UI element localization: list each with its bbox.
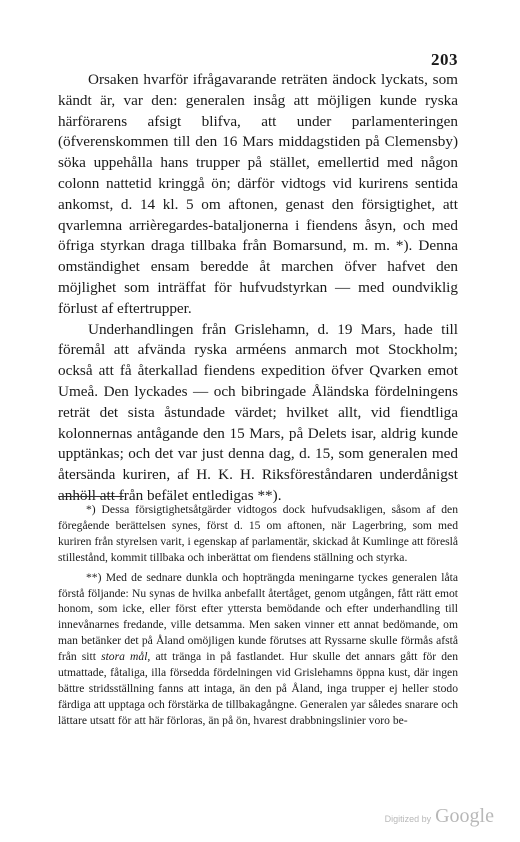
body-text <box>58 70 458 507</box>
footnote-text-part: att tränga in på fastlandet. Hur skulle det annars gått för den utmattade, fåtaliga, illa försedda fördelningen vid Grislehamns öppna kust, där ingen bättre stridsställning fanns att intaga, än den på Åland, inga trupper ej heller stodo färdiga att upptaga och förstärka de tillbakagångne. Generalen yar således snarare och lättare utsatt för att här förloras, än på ön, hvarest drabbningslinier voro be- <box>58 650 458 727</box>
digitized-by-label: Digitized by <box>384 814 432 824</box>
page-number: 203 <box>431 50 458 69</box>
footnote-emphasis: stora mål, <box>101 650 151 664</box>
google-logo: Google <box>435 805 494 827</box>
footnotes <box>58 502 458 733</box>
paragraph: Underhandlingen från Grislehamn, d. 19 Mars, hade till föremål att afvända ryska arméens anmarch mot Stockholm; också att få återkallad fiendens expedition öfver Qvarken emot Umeå. Den lyckades — och bibringade Åländska fördelningens reträt det sista åstundade värdet; hvilket allt, vid fiendtliga kolonnernas antågande den 15 Mars, på Delets isar, aldrig kunde upptänkas; och det var just denna dag, d. 15, som generalen med återsända kuriren, af H. K. H. Riksföreståndaren underdånigst anhöll att från befälet entledigas **). <box>58 320 458 504</box>
footnote-double-asterisk <box>58 570 458 729</box>
paragraph: Orsaken hvarför ifrågavarande reträten ändock lyckats, som kändt är, var den: generalen insåg att möjligen kunde ryska härförarens afsigt blifva, att under parlamenteringen (öfverenskommen till den 16 Mars middagstiden på Clemensby) söka uppehålla hans trupper på stället, emellertid med någon colonn nattetid kringgå ön; därför vidtogs vid kurirens sentida ankomst, d. 14 kl. 5 om aftonen, genast den försigtighet, att qvarlemna arrièregardes-bataljonerna i fiendens åsyn, och med öfriga styrkan draga tillbaka från Bomarsund, m. m. *). Denna omständighet ensam beredde åt marchen öfver hafvet den möjlighet som inträffat för hufvudstyrkan — med oundviklig förlust af eftertrupper. <box>58 71 458 317</box>
footnote-text-part: **) Med de sednare dunkla och hopträngda meningarne tyckes generalen låta förstå följande: Nu synas de hvilka anbefallt återtåget, genom utgången, fått rätt emot honom, som icke, eller först efter yttersta bemödande och efter underhandling till innevånarnes fredande, ville detsamma. Men saken vinner ett annat bedömande, om man betänker det på Åland omöjligen kunde förutses att Ryssarne skulle förmås afstå från sitt <box>58 570 458 664</box>
footnote-divider <box>58 496 124 497</box>
footnote-single-asterisk: *) Dessa försigtighetsåtgärder vidtogos dock hufvudsakligen, såsom af den föregående berättelsen synes, först d. 15 om aftonen, när Lagerbring, som med kuriren från styrelsen varit, i egenskap af parlamentär, skickad åt Kumlinge att föreslå stillestånd, kommit tillbaka och inberättat om fiendens ställning och styrka. <box>58 503 458 564</box>
digitization-watermark <box>385 805 494 828</box>
